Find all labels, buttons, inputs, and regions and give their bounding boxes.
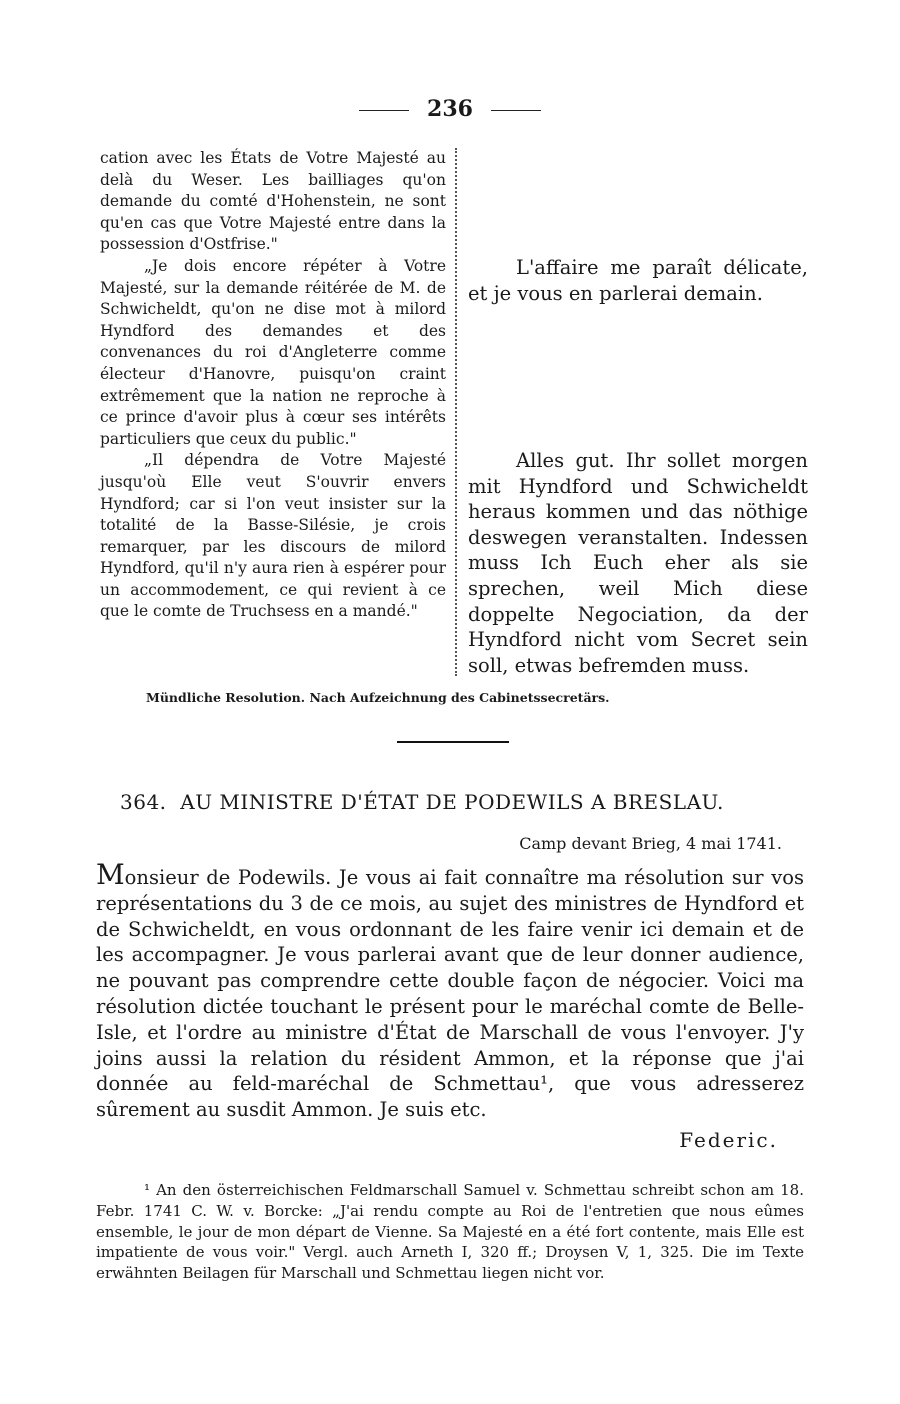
letter-body [96,858,804,1123]
left-paragraph-3: „Il dépendra de Votre Majesté jusqu'où Elle veut S'ouvrir envers Hyndford; car si l'on veut insister sur la totalité de la Basse-Silésie, je crois remarquer, par les discours de milord Hyndford, qu'il n'y aura rien à espérer pour un accommodement, ce qui revient à ce que le comte de Truchsess en a mandé." [100,451,446,621]
page-number: 236 [427,96,473,122]
footnote [96,1180,804,1284]
footnote-text: ¹ An den österreichischen Feldmarschall Samuel v. Schmettau schreibt schon am 18. Febr. 1741 C. W. v. Borcke: „J'ai rendu compte au Roi de l'entretien que nous eûmes ensemble, le jour de mon départ de Vienne. Sa Majesté en a été fort contente, mais Elle est impatiente de vous voir." Vergl. auch Arneth I, 320 ff.; Droysen V, 1, 325. Die im Texte erwähnten Beilagen für Marschall und Schmettau liegen nicht vor. [96,1181,804,1283]
left-paragraph-1: cation avec les États de Votre Majesté au delà du Weser. Les bailliages qu'on demande du comté d'Hohenstein, ne sont qu'en cas que Votre Majesté entre dans la possession d'Ostfrise." [100,149,446,254]
letter-dateline: Camp devant Brieg, 4 mai 1741. [519,834,782,853]
resolution-note: Mündliche Resolution. Nach Aufzeichnung des Cabinetssecretärs. [146,690,610,705]
letter-title: AU MINISTRE D'ÉTAT DE PODEWILS A BRESLAU. [180,790,724,814]
left-paragraph-2: „Je dois encore répéter à Votre Majesté, sur la demande réitérée de M. de Schwicheldt, qu'on ne dise mot à milord Hyndford des demandes et des convenances du roi d'Angleterre comme électeur d'Hanovre, puisqu'on craint extrêmement que la nation ne reproche à ce prince d'avoir plus à cœur ses intérêts particuliers que ceux du public." [100,256,446,448]
section-rule [397,741,509,743]
left-column-report [100,148,446,623]
signature: Federic. [679,1128,778,1152]
letter-body-text: onsieur de Podewils. Je vous ai fait connaître ma résolution sur vos représentations du 3 de ce mois, au sujet des ministres de Hyndford et de Schwicheldt, en vous ordonnant de les faire venir ici demain et de les accompagner. Je vous parlerai avant que de leur donner audience, ne pouvant pas comprendre cette double façon de négocier. Voici ma résolution dictée touchant le présent pour le maréchal comte de Belle-Isle, et l'ordre au ministre d'État de Marschall de vous l'envoyer. J'y joins aussi la relation du résident Ammon, et la réponse que j'ai donnée au feld-maréchal de Schmettau¹, que vous adresserez sûrement au susdit Ammon. Je suis etc. [96,866,804,1122]
right-column-annotation-1 [468,255,808,306]
right-paragraph-2: Alles gut. Ihr sollet morgen mit Hyndford und Schwicheldt heraus kommen und das nöthige deswegen veranstalten. Indessen muss Ich Euch eher als sie sprechen, weil Mich diese doppelte Negociation, da der Hyndford nicht vom Secret sein soll, etwas befremden muss. [468,449,808,677]
letter-heading [120,790,800,814]
drop-cap: M [96,858,125,891]
right-paragraph-1: L'affaire me paraît délicate, et je vous en parlerai demain. [468,256,808,305]
letter-number: 364. [120,790,167,814]
page-number-header [0,96,900,122]
header-dash-right [491,110,541,111]
header-dash-left [359,110,409,111]
right-column-annotation-2 [468,448,808,678]
column-divider [455,148,457,676]
